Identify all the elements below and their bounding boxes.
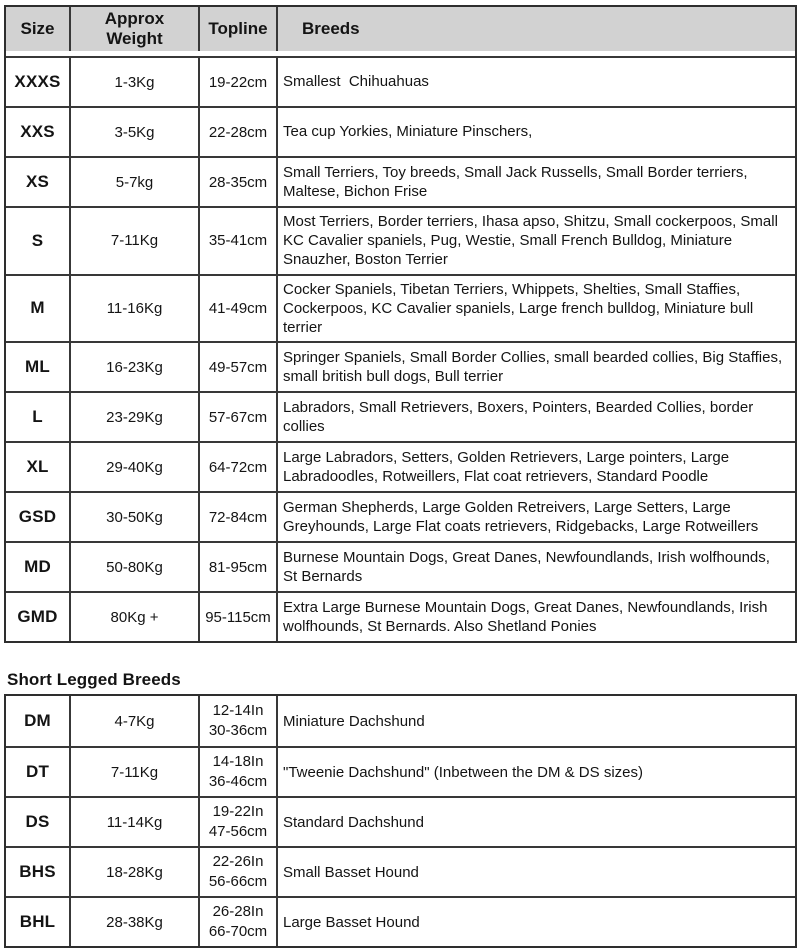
breeds-cell: Tea cup Yorkies, Miniature Pinschers, xyxy=(276,106,795,156)
weight-cell: 16-23Kg xyxy=(69,341,198,391)
breeds-cell: German Shepherds, Large Golden Retreivers, Large Setters, Large Greyhounds, Large Flat coats retrievers, Ridgebacks, Large Rotweillers xyxy=(276,491,795,541)
topline-cell: 35-41cm xyxy=(198,206,276,274)
topline-cm: 56-66cm xyxy=(208,873,268,891)
breeds-cell: Most Terriers, Border terriers, Ihasa apso, Shitzu, Small cockerpoos, Small KC Cavalier spaniels, Pug, Westie, Small French Bulldog, Miniature Snauzher, Boston Terrier xyxy=(276,206,795,274)
size-cell: DS xyxy=(6,796,69,846)
topline-cell: 19-22cm xyxy=(198,56,276,106)
topline-cell: 49-57cm xyxy=(198,341,276,391)
size-cell: L xyxy=(6,391,69,441)
topline-inches: 19-22In xyxy=(212,803,264,821)
breeds-cell: Miniature Dachshund xyxy=(276,696,795,746)
weight-cell: 29-40Kg xyxy=(69,441,198,491)
topline-inches: 22-26In xyxy=(212,853,264,871)
short-legged-heading: Short Legged Breeds xyxy=(7,670,181,690)
topline-inches: 26-28In xyxy=(212,903,264,921)
topline-cell xyxy=(198,796,276,846)
column-header-weight: Approx Weight xyxy=(69,7,198,51)
weight-cell: 7-11Kg xyxy=(69,206,198,274)
weight-cell: 3-5Kg xyxy=(69,106,198,156)
size-cell: XL xyxy=(6,441,69,491)
topline-cell: 64-72cm xyxy=(198,441,276,491)
topline-cell: 28-35cm xyxy=(198,156,276,206)
topline-cell xyxy=(198,896,276,946)
topline-cm: 47-56cm xyxy=(208,823,268,841)
breeds-cell: Small Basset Hound xyxy=(276,846,795,896)
breeds-cell: Large Labradors, Setters, Golden Retrievers, Large pointers, Large Labradoodles, Rotweillers, Flat coat retrievers, Standard Poodle xyxy=(276,441,795,491)
size-cell: BHL xyxy=(6,896,69,946)
size-cell: S xyxy=(6,206,69,274)
size-cell: GMD xyxy=(6,591,69,641)
weight-cell: 1-3Kg xyxy=(69,56,198,106)
weight-cell: 28-38Kg xyxy=(69,896,198,946)
weight-cell: 11-16Kg xyxy=(69,274,198,342)
topline-cell: 41-49cm xyxy=(198,274,276,342)
weight-cell: 11-14Kg xyxy=(69,796,198,846)
weight-cell: 80Kg + xyxy=(69,591,198,641)
weight-cell: 4-7Kg xyxy=(69,696,198,746)
breeds-cell: "Tweenie Dachshund" (Inbetween the DM & DS sizes) xyxy=(276,746,795,796)
dog-size-table xyxy=(4,5,797,643)
column-header-size: Size xyxy=(6,7,69,51)
breeds-cell: Labradors, Small Retrievers, Boxers, Pointers, Bearded Collies, border collies xyxy=(276,391,795,441)
breeds-cell: Extra Large Burnese Mountain Dogs, Great Danes, Newfoundlands, Irish wolfhounds, St Bernards. Also Shetland Ponies xyxy=(276,591,795,641)
weight-cell: 23-29Kg xyxy=(69,391,198,441)
size-cell: MD xyxy=(6,541,69,591)
topline-cm: 66-70cm xyxy=(208,923,268,941)
size-cell: DM xyxy=(24,711,51,731)
topline-cell: 95-115cm xyxy=(198,591,276,641)
breeds-cell: Standard Dachshund xyxy=(276,796,795,846)
topline-cell: 81-95cm xyxy=(198,541,276,591)
short-legged-table xyxy=(4,694,797,948)
topline-inches: 14-18In xyxy=(212,753,264,771)
weight-cell: 7-11Kg xyxy=(69,746,198,796)
breeds-cell: Cocker Spaniels, Tibetan Terriers, Whippets, Shelties, Small Staffies, Cockerpoos, KC Cavalier spaniels, Large french bulldog, Miniature bull terrier xyxy=(276,274,795,342)
topline-cm: 36-46cm xyxy=(208,773,268,791)
topline-cell xyxy=(198,846,276,896)
topline-cell xyxy=(198,746,276,796)
topline-cell xyxy=(198,696,276,746)
topline-cell: 22-28cm xyxy=(198,106,276,156)
breeds-cell: Smallest Chihuahuas xyxy=(276,56,795,106)
column-header-topline: Topline xyxy=(198,7,276,51)
weight-cell: 50-80Kg xyxy=(69,541,198,591)
breeds-cell: Burnese Mountain Dogs, Great Danes, Newfoundlands, Irish wolfhounds, St Bernards xyxy=(276,541,795,591)
size-cell: BHS xyxy=(6,846,69,896)
topline-cell: 57-67cm xyxy=(198,391,276,441)
size-cell: XXS xyxy=(6,106,69,156)
topline-cm: 30-36cm xyxy=(208,722,268,740)
weight-cell: 30-50Kg xyxy=(69,491,198,541)
weight-cell: 5-7kg xyxy=(69,156,198,206)
column-header-breeds: Breeds xyxy=(276,7,795,51)
size-cell: XS xyxy=(6,156,69,206)
size-cell: XXXS xyxy=(6,56,69,106)
size-cell: GSD xyxy=(6,491,69,541)
breeds-cell: Springer Spaniels, Small Border Collies, small bearded collies, Big Staffies, small british bull dogs, Bull terrier xyxy=(276,341,795,391)
size-cell: ML xyxy=(6,341,69,391)
breeds-cell: Large Basset Hound xyxy=(276,896,795,946)
weight-cell: 18-28Kg xyxy=(69,846,198,896)
size-cell: M xyxy=(6,274,69,342)
topline-inches: 12-14In xyxy=(212,702,264,720)
breeds-cell: Small Terriers, Toy breeds, Small Jack Russells, Small Border terriers, Maltese, Bichon Frise xyxy=(276,156,795,206)
topline-cell: 72-84cm xyxy=(198,491,276,541)
size-cell: DT xyxy=(6,746,69,796)
